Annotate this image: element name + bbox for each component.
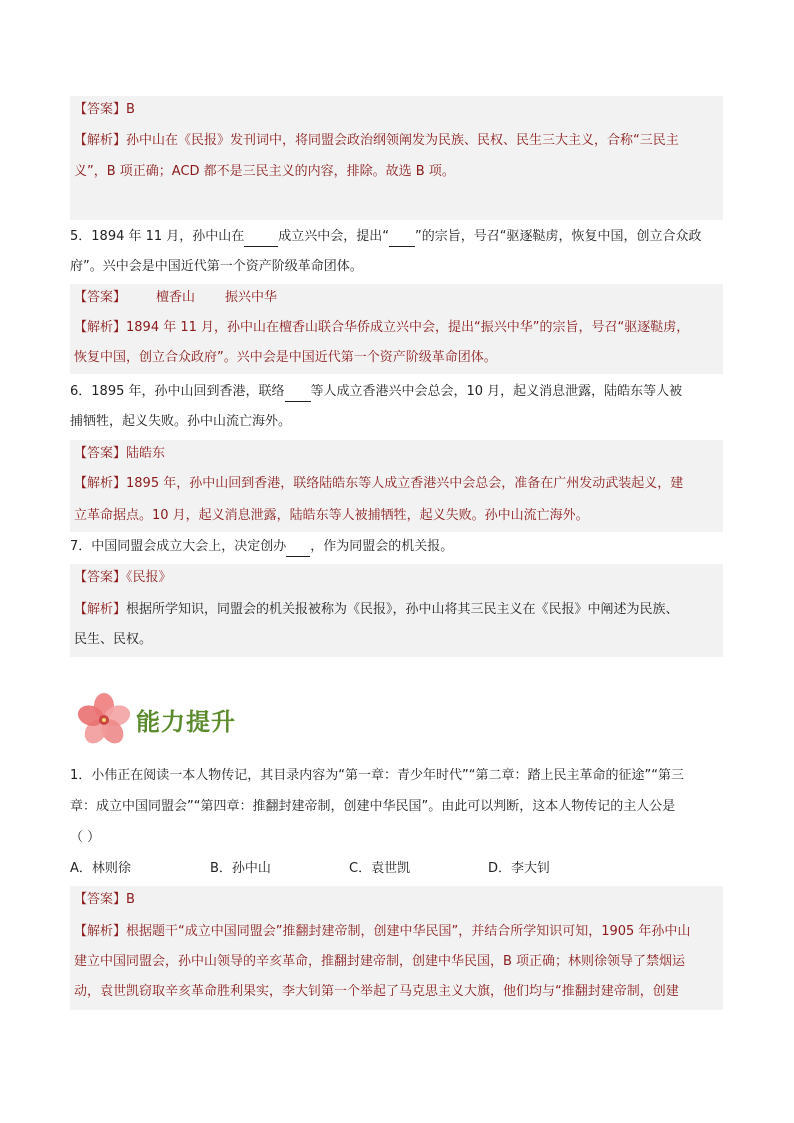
option-a[interactable]: A．林则徐 — [70, 861, 131, 876]
p1-options — [70, 859, 588, 879]
p1-explain-line-2: 建立中国同盟会，孙中山领导的辛亥革命，推翻封建帝制，创建中华民国，B 项正确；林则徐领导了禁烟运 — [74, 954, 686, 969]
p1-answer-block — [70, 886, 723, 1010]
p1-question-line-2: 章：成立中国同盟会”“第四章：推翻封建帝制，创建中华民国”。由此可以判断，这本人物传记的主人公是 — [70, 799, 676, 814]
p1-answer-line: 【答案】B — [74, 892, 135, 907]
q5-answer-line: 【答案】 檀香山 振兴中华 — [74, 290, 278, 305]
q6-question-line-1: 6．1895 年，孙中山回到香港，联络 等人成立香港兴中会总会，10 月，起义消息泄露，陆皓东等人被 — [70, 382, 682, 402]
q7-question-line-1: 7．中国同盟会成立大会上，决定创办 ，作为同盟会的机关报。 — [70, 537, 453, 557]
option-b[interactable]: B．孙中山 — [210, 861, 271, 876]
section-title: 能力提升 — [136, 708, 236, 736]
p1-question-line-3: （ ） — [70, 830, 101, 845]
section-header — [74, 688, 374, 748]
fill-blank[interactable] — [389, 231, 415, 247]
q4-answer-line — [74, 100, 135, 120]
q5-answer-block — [70, 284, 723, 374]
option-d[interactable]: D．李大钊 — [488, 861, 551, 876]
q6-question-line-2: 捕牺牲，起义失败。孙中山流亡海外。 — [70, 414, 292, 429]
fill-blank[interactable] — [286, 541, 310, 557]
q7-answer-block — [70, 564, 723, 657]
answer-tag: 【答案】 — [74, 102, 127, 117]
q6-explain-line-2: 立革命据点。10 月，起义消息泄露，陆皓东等人被捕牺牲，起义失败。孙中山流亡海外。 — [74, 508, 589, 523]
q4-explain-line-1: 【解析】孙中山在《民报》发刊词中，将同盟会政治纲领阐发为民族、民权、民生三大主义，合称“三民主 — [74, 133, 679, 148]
q7-explain-line-2: 民生、民权。 — [74, 632, 153, 647]
q6-answer-line: 【答案】陆皓东 — [74, 446, 166, 461]
q5-explain-line-2: 恢复中国，创立合众政府”。兴中会是中国近代第一个资产阶级革命团体。 — [74, 350, 497, 365]
q5-question-line-1: 5．1894 年 11 月，孙中山在 成立兴中会，提出“ ”的宗旨，号召“驱逐鞑虏，恢复中国，创立合众政 — [70, 227, 702, 247]
p1-question-line-1: 1．小伟正在阅读一本人物传记，其目录内容为“第一章：青少年时代”“第二章：踏上民主革命的征途”“第三 — [70, 768, 684, 783]
q4-answer-block — [70, 96, 723, 220]
q7-explain-line-1: 【解析】根据所学知识，同盟会的机关报被称为《民报》，孙中山将其三民主义在《民报》中阐述为民族、 — [74, 602, 679, 617]
q5-explain-line-1: 【解析】1894 年 11 月，孙中山在檀香山联合华侨成立兴中会，提出“振兴中华”的宗旨，号召“驱逐鞑虏， — [74, 320, 690, 335]
q4-explain-line-2: 义”，B 项正确；ACD 都不是三民主义的内容，排除。故选 B 项。 — [74, 164, 455, 179]
q5-question-line-2: 府”。兴中会是中国近代第一个资产阶级革命团体。 — [70, 259, 363, 274]
option-c[interactable]: C．袁世凯 — [349, 861, 411, 876]
p1-explain-line-1: 【解析】根据题干“成立中国同盟会”推翻封建帝制，创建中华民国”，并结合所学知识可知，1905 年孙中山 — [74, 924, 691, 939]
q6-answer-block — [70, 440, 723, 532]
explain-tag: 【解析】 — [74, 133, 127, 148]
q6-explain-line-1: 【解析】1895 年，孙中山回到香港，联络陆皓东等人成立香港兴中会总会，准备在广州发动武装起义，建 — [74, 476, 684, 491]
q7-answer-line: 【答案】《民报》 — [74, 570, 172, 585]
plum-blossom-icon — [74, 692, 134, 748]
fill-blank[interactable] — [285, 386, 311, 402]
q4-answer: B — [126, 102, 135, 117]
fill-blank[interactable] — [244, 231, 278, 247]
p1-explain-line-3: 动，袁世凯窃取辛亥革命胜利果实，李大钊第一个举起了马克思主义大旗，他们均与“推翻封建帝制，创建 — [74, 984, 679, 999]
